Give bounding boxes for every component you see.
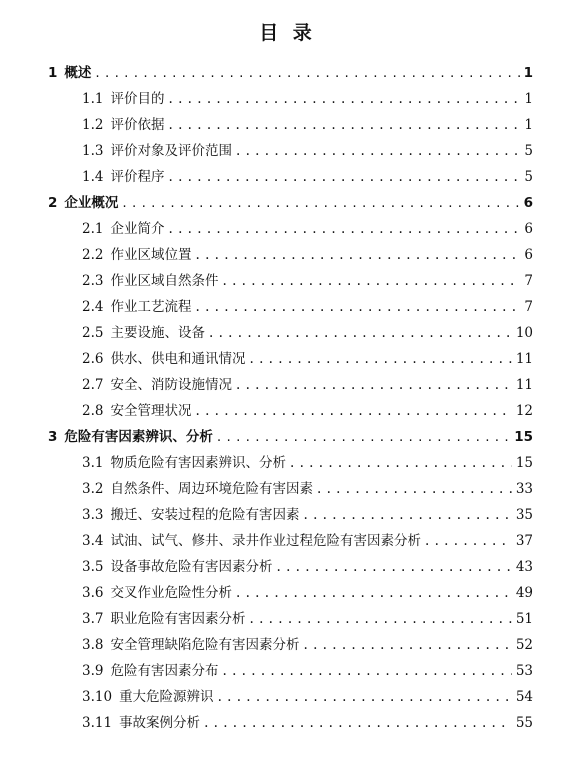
toc-section-entry[interactable] <box>82 162 533 186</box>
toc-section-entry[interactable] <box>82 344 533 368</box>
toc-dot-leader <box>122 194 519 212</box>
toc-page-number: 55 <box>515 715 533 731</box>
toc-entry-title: 评价目的 <box>110 91 165 107</box>
toc-entry-title: 安全、消防设施情况 <box>110 377 232 393</box>
toc-dot-leader <box>222 662 511 680</box>
toc-entry-title: 作业区域位置 <box>110 247 192 263</box>
toc-entry-number: 1.1 <box>82 91 104 107</box>
toc-dot-leader <box>218 688 512 706</box>
toc-page-number: 35 <box>515 507 533 523</box>
toc-section-entry[interactable] <box>82 110 533 134</box>
toc-entry-number: 3.11 <box>82 715 113 731</box>
toc-page-number: 37 <box>515 533 533 549</box>
toc-entry-number: 2.3 <box>82 273 104 289</box>
toc-page-number: 49 <box>515 585 533 601</box>
toc-page-number: 12 <box>515 403 533 419</box>
toc-dot-leader <box>204 714 512 732</box>
toc-dot-leader <box>425 532 512 550</box>
toc-section-entry[interactable] <box>82 396 533 420</box>
toc-entry-number: 3.4 <box>82 533 104 549</box>
toc-entry-title: 主要设施、设备 <box>110 325 205 341</box>
toc-section-entry[interactable] <box>82 474 533 498</box>
toc-page-number: 7 <box>524 299 533 315</box>
toc-section-entry[interactable] <box>82 292 533 316</box>
toc-entry-number: 2.2 <box>82 247 104 263</box>
toc-dot-leader <box>195 246 520 264</box>
toc-entry-title: 作业区域自然条件 <box>110 273 219 289</box>
toc-dot-leader <box>276 558 511 576</box>
toc-dot-leader <box>303 636 511 654</box>
toc-section-entry[interactable] <box>82 240 533 264</box>
toc-dot-leader <box>168 116 520 134</box>
toc-dot-leader <box>217 428 510 446</box>
toc-entry-title: 评价对象及评价范围 <box>110 143 232 159</box>
toc-section-entry[interactable] <box>82 682 533 706</box>
toc-entry-title: 职业危险有害因素分析 <box>110 611 246 627</box>
toc-section-entry[interactable] <box>82 708 533 732</box>
toc-section-entry[interactable] <box>82 578 533 602</box>
toc-section-entry[interactable] <box>82 266 533 290</box>
toc-dot-leader <box>236 142 520 160</box>
toc-section-entry[interactable] <box>82 552 533 576</box>
toc-section-entry[interactable] <box>82 630 533 654</box>
toc-dot-leader <box>168 90 520 108</box>
toc-page-number: 7 <box>524 273 533 289</box>
toc-entry-number: 2.4 <box>82 299 104 315</box>
toc-page-number: 1 <box>523 65 533 81</box>
toc-dot-leader <box>168 220 520 238</box>
toc-entry-number: 3 <box>48 429 58 445</box>
toc-dot-leader <box>236 376 512 394</box>
toc-entry-title: 概述 <box>64 65 92 81</box>
toc-entry-title: 危险有害因素分布 <box>110 663 219 679</box>
toc-page-number: 1 <box>524 91 533 107</box>
toc-entry-title: 供水、供电和通讯情况 <box>110 351 246 367</box>
toc-entry-title: 物质危险有害因素辨识、分析 <box>110 455 286 471</box>
toc-chapter-entry[interactable] <box>48 188 533 212</box>
toc-section-entry[interactable] <box>82 448 533 472</box>
toc-section-entry[interactable] <box>82 604 533 628</box>
toc-entry-title: 企业简介 <box>110 221 165 237</box>
toc-entry-number: 3.5 <box>82 559 104 575</box>
toc-entry-title: 自然条件、周边环境危险有害因素 <box>110 481 313 497</box>
toc-entry-title: 试油、试气、修井、录井作业过程危险有害因素分析 <box>110 533 421 549</box>
toc-entry-number: 3.3 <box>82 507 104 523</box>
toc-entry-title: 重大危险源辨识 <box>119 689 214 705</box>
toc-entry-number: 1.3 <box>82 143 104 159</box>
toc-entry-number: 2.8 <box>82 403 104 419</box>
toc-section-entry[interactable] <box>82 318 533 342</box>
toc-entry-number: 1 <box>48 65 58 81</box>
toc-section-entry[interactable] <box>82 526 533 550</box>
toc-dot-leader <box>195 402 511 420</box>
toc-dot-leader <box>317 480 512 498</box>
toc-page-number: 51 <box>515 611 533 627</box>
toc-page-number: 10 <box>515 325 533 341</box>
toc-page-number: 5 <box>524 143 533 159</box>
toc-entry-title: 安全管理缺陷危险有害因素分析 <box>110 637 300 653</box>
toc-entry-number: 2.5 <box>82 325 104 341</box>
toc-dot-leader <box>290 454 512 472</box>
toc-entry-title: 交叉作业危险性分析 <box>110 585 232 601</box>
toc-entry-number: 3.1 <box>82 455 104 471</box>
toc-entry-number: 2.6 <box>82 351 104 367</box>
toc-section-entry[interactable] <box>82 214 533 238</box>
toc-entry-number: 3.10 <box>82 689 113 705</box>
toc-page-number: 54 <box>515 689 533 705</box>
toc-entry-title: 设备事故危险有害因素分析 <box>110 559 273 575</box>
toc-dot-leader <box>195 298 520 316</box>
toc-page-number: 43 <box>515 559 533 575</box>
toc-chapter-entry[interactable] <box>48 422 533 446</box>
toc-entry-number: 3.6 <box>82 585 104 601</box>
toc-entry-title: 评价程序 <box>110 169 165 185</box>
toc-dot-leader <box>95 64 519 82</box>
toc-dot-leader <box>236 584 512 602</box>
toc-page-number: 6 <box>524 221 533 237</box>
toc-section-entry[interactable] <box>82 136 533 160</box>
toc-entry-number: 2.7 <box>82 377 104 393</box>
toc-page-number: 11 <box>515 377 533 393</box>
toc-entry-number: 3.2 <box>82 481 104 497</box>
toc-entry-title: 安全管理状况 <box>110 403 192 419</box>
toc-dot-leader <box>168 168 520 186</box>
toc-page-number: 33 <box>515 481 533 497</box>
toc-page-number: 15 <box>515 455 533 471</box>
toc-entry-title: 危险有害因素辨识、分析 <box>64 429 213 445</box>
toc-page-number: 1 <box>524 117 533 133</box>
toc-entry-number: 3.9 <box>82 663 104 679</box>
page-title: 目 录 <box>259 22 316 44</box>
toc-page-number: 11 <box>515 351 533 367</box>
toc-section-entry[interactable] <box>82 656 533 680</box>
toc-entry-number: 1.4 <box>82 169 104 185</box>
toc-page-number: 15 <box>514 429 533 445</box>
toc-page-number: 6 <box>524 247 533 263</box>
toc-page-number: 5 <box>524 169 533 185</box>
toc-entry-number: 3.8 <box>82 637 104 653</box>
toc-chapter-entry[interactable] <box>48 58 533 82</box>
toc-entry-title: 作业工艺流程 <box>110 299 192 315</box>
toc-dot-leader <box>249 350 511 368</box>
toc-page-number: 53 <box>515 663 533 679</box>
toc-entry-title: 评价依据 <box>110 117 165 133</box>
toc-entry-number: 1.2 <box>82 117 104 133</box>
toc-dot-leader <box>222 272 520 290</box>
toc-page-number: 6 <box>523 195 533 211</box>
toc-section-entry[interactable] <box>82 370 533 394</box>
toc-dot-leader <box>249 610 511 628</box>
toc-entry-number: 3.7 <box>82 611 104 627</box>
toc-section-entry[interactable] <box>82 500 533 524</box>
toc-entry-number: 2.1 <box>82 221 104 237</box>
toc-entry-number: 2 <box>48 195 58 211</box>
toc-entry-title: 事故案例分析 <box>119 715 201 731</box>
toc-page-number: 52 <box>515 637 533 653</box>
toc-dot-leader <box>209 324 512 342</box>
toc-entry-title: 搬迁、安装过程的危险有害因素 <box>110 507 300 523</box>
toc-dot-leader <box>303 506 511 524</box>
toc-entry-title: 企业概况 <box>64 195 119 211</box>
toc-section-entry[interactable] <box>82 84 533 108</box>
